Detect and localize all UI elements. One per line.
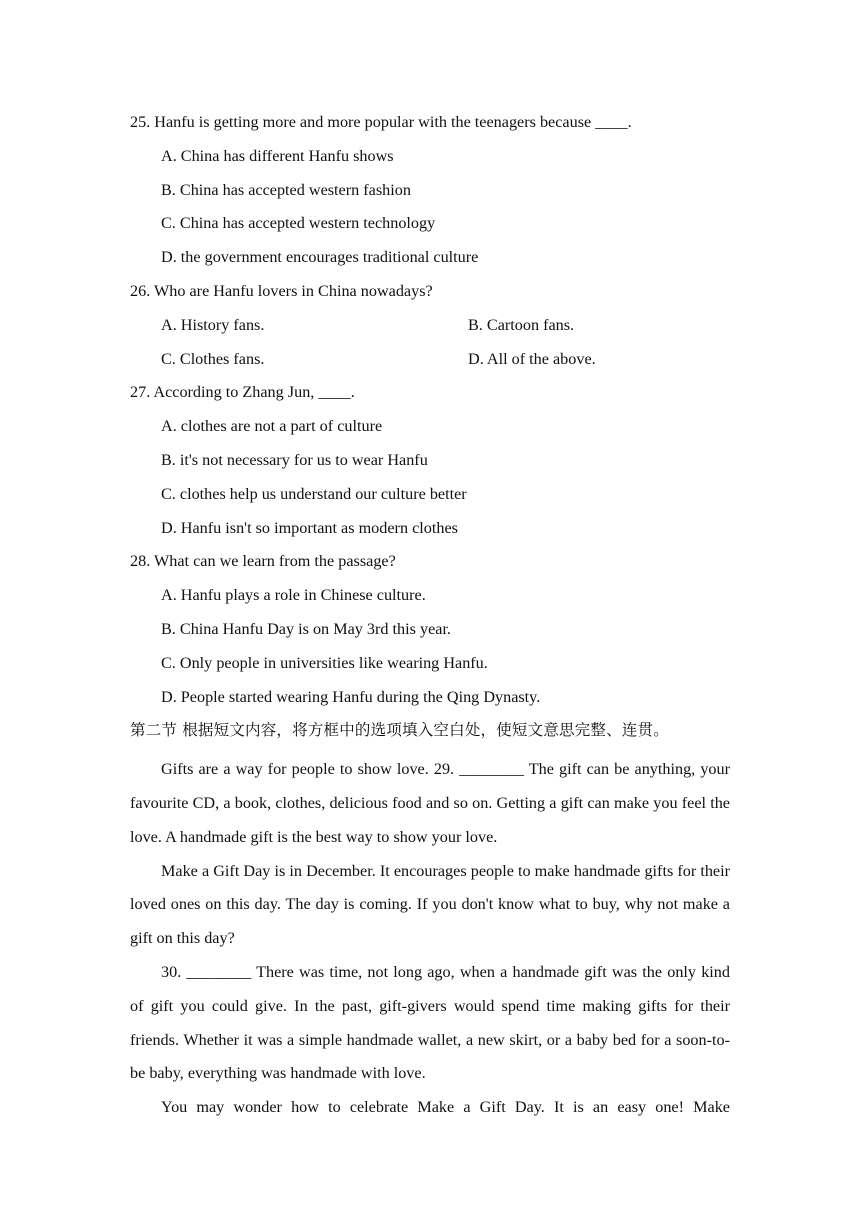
question-25-option-c: C. China has accepted western technology xyxy=(161,214,436,233)
question-25-option-a: A. China has different Hanfu shows xyxy=(161,146,394,165)
question-25-stem: 25. Hanfu is getting more and more popular with the teenagers because ____. xyxy=(130,113,632,131)
passage-paragraph-4: You may wonder how to celebrate Make a Gift Day. It is an easy one! Make xyxy=(161,1098,730,1117)
question-26-option-a: A. History fans. xyxy=(161,315,265,334)
question-27-option-b: B. it's not necessary for us to wear Hanfu xyxy=(161,450,428,469)
question-26-option-d: D. All of the above. xyxy=(468,349,596,368)
question-26-stem: 26. Who are Hanfu lovers in China nowadays? xyxy=(130,281,433,300)
question-26-option-c: C. Clothes fans. xyxy=(161,349,265,368)
question-25-option-b: B. China has accepted western fashion xyxy=(161,180,411,199)
passage-paragraph-1: Gifts are a way for people to show love. 29. ________ The gift can be anything, your favourite CD, a book, clothes, delicious food and so on. Getting a gift can make you feel the love. A handmade gift is the best way to show your love. xyxy=(130,760,730,846)
passage xyxy=(130,753,730,1125)
question-27-option-d: D. Hanfu isn't so important as modern clothes xyxy=(161,518,458,537)
passage-paragraph-3: 30. ________ There was time, not long ago, when a handmade gift was the only kind of gift you could give. In the past, gift-givers would spend time making gifts for their friends. Whether it was a simple handmade wallet, a new skirt, or a baby bed for a soon-to-be baby, everything was handmade with love. xyxy=(130,962,730,1083)
question-27-option-c: C. clothes help us understand our culture better xyxy=(161,484,467,503)
question-28-option-b: B. China Hanfu Day is on May 3rd this year. xyxy=(161,619,451,638)
question-27-option-a: A. clothes are not a part of culture xyxy=(161,417,383,436)
passage-paragraph-2: Make a Gift Day is in December. It encourages people to make handmade gifts for their loved ones on this day. The day is coming. If you don't know what to buy, why not make a gift on this day? xyxy=(130,861,730,948)
question-28-option-c: C. Only people in universities like wearing Hanfu. xyxy=(161,653,488,672)
document-content xyxy=(130,111,730,1125)
question-26-options-row-2 xyxy=(130,348,730,382)
question-28-stem: 28. What can we learn from the passage? xyxy=(130,552,396,571)
question-28-option-a: A. Hanfu plays a role in Chinese culture. xyxy=(161,586,426,605)
question-26-options-row-1 xyxy=(130,314,730,348)
question-27-stem: 27. According to Zhang Jun, ____. xyxy=(130,383,355,402)
question-28-option-d: D. People started wearing Hanfu during the Qing Dynasty. xyxy=(161,687,541,706)
section-2-heading: 第二节 根据短文内容，将方框中的选项填入空白处，使短文意思完整、连贯。 xyxy=(130,721,669,740)
question-25-option-d: D. the government encourages traditional culture xyxy=(161,248,479,267)
question-26-option-b: B. Cartoon fans. xyxy=(468,315,575,334)
